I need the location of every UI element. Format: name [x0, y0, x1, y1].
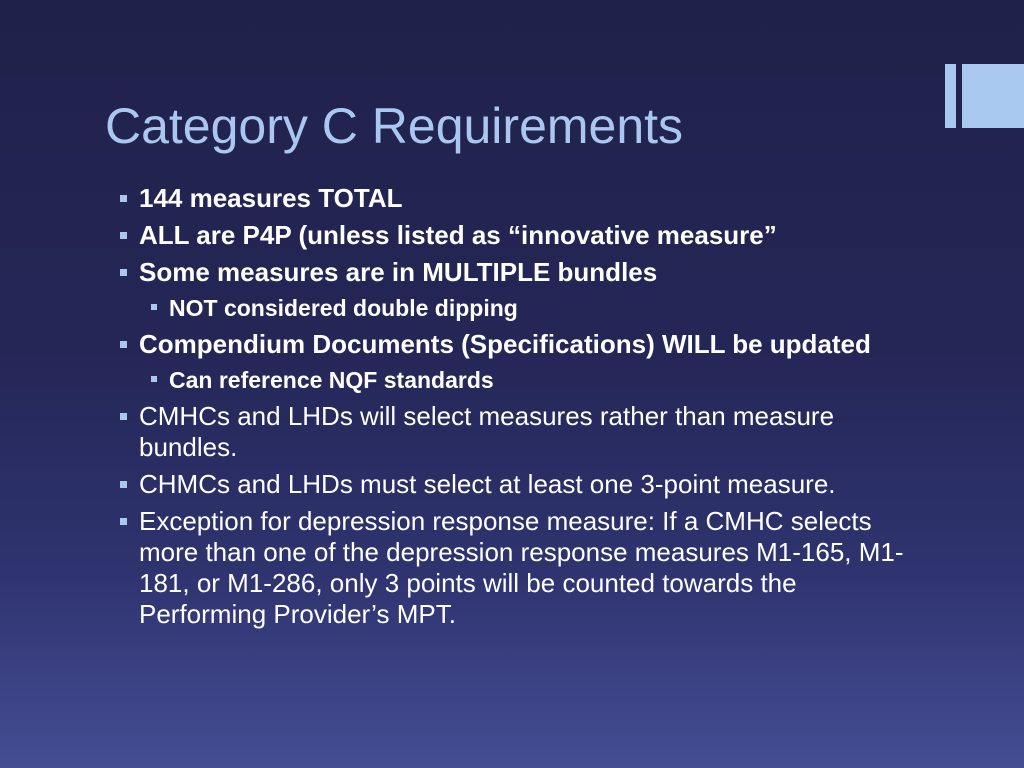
sub-bullet-item [118, 366, 918, 394]
bullet-text: NOT considered double dipping [169, 295, 518, 321]
bullet-text: Exception for depression response measure: If a CMHC selects more than one of the depression response measures M1-165, M1-181, or M1-286, only 3 points will be counted towards the Performing Provider’s MPT. [139, 506, 904, 629]
square-bullet-icon [151, 376, 157, 382]
square-bullet-icon [120, 518, 127, 525]
slide-title: Category C Requirements [105, 98, 684, 154]
bullet-list [118, 183, 918, 636]
square-bullet-icon [120, 341, 127, 348]
bullet-item [118, 183, 918, 214]
square-bullet-icon [151, 304, 157, 310]
bullet-item [118, 401, 918, 463]
bullet-text: Some measures are in MULTIPLE bundles [139, 257, 658, 287]
square-bullet-icon [120, 413, 127, 420]
bullet-text: CHMCs and LHDs must select at least one 3-point measure. [139, 469, 836, 499]
bullet-text: Compendium Documents (Specifications) WILL be updated [139, 329, 871, 359]
bullet-text: Can reference NQF standards [169, 367, 494, 393]
decorative-bar-thin [945, 64, 956, 128]
sub-bullet-item [118, 294, 918, 322]
square-bullet-icon [120, 269, 127, 276]
decorative-bar-wide [962, 64, 1024, 128]
square-bullet-icon [120, 195, 127, 202]
bullet-text: 144 measures TOTAL [139, 183, 403, 213]
bullet-text: CMHCs and LHDs will select measures rather than measure bundles. [139, 401, 835, 462]
bullet-item [118, 220, 918, 251]
bullet-item [118, 506, 918, 630]
bullet-item [118, 469, 918, 500]
bullet-item [118, 329, 918, 360]
square-bullet-icon [120, 232, 127, 239]
bullet-text: ALL are P4P (unless listed as “innovative measure” [139, 220, 777, 250]
bullet-item [118, 257, 918, 288]
square-bullet-icon [120, 481, 127, 488]
